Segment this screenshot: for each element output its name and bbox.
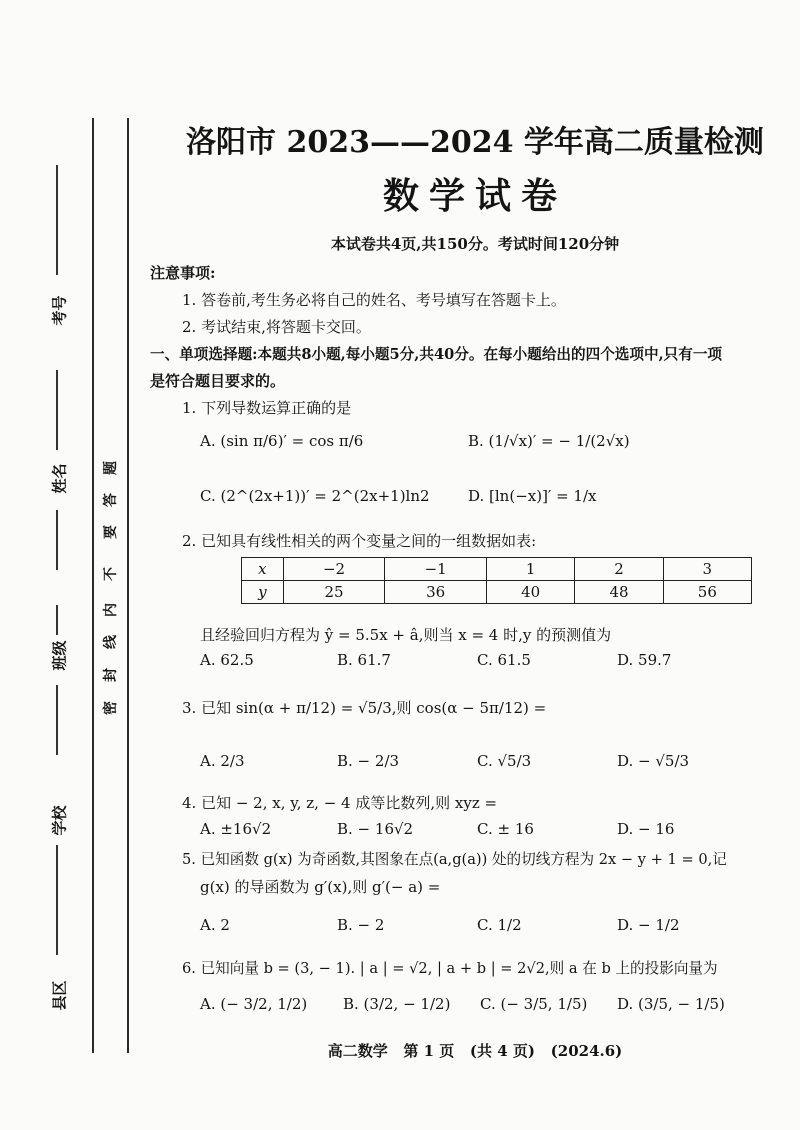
- table-cell: −1: [385, 558, 487, 581]
- notes-item-2: 2. 考试结束,将答题卡交回。: [182, 318, 371, 336]
- table-cell: 36: [385, 581, 487, 604]
- question-2-option-b: B. 61.7: [337, 651, 391, 669]
- name-label: 姓名: [50, 463, 69, 494]
- question-4-option-b: B. − 16√2: [337, 820, 414, 838]
- question-4-option-c: C. ± 16: [477, 820, 534, 838]
- question-1-stem: 1. 下列导数运算正确的是: [182, 399, 352, 417]
- question-5-option-a: A. 2: [200, 916, 230, 934]
- class-label: 班级: [50, 640, 69, 671]
- table-row: [242, 558, 752, 581]
- table-cell: 40: [487, 581, 575, 604]
- table-header-y: y: [242, 581, 284, 604]
- subject-title: 数学试卷: [382, 175, 567, 217]
- question-1-option-a: A. (sin π/6)′ = cos π/6: [200, 432, 364, 450]
- seal-char: 不: [103, 567, 119, 581]
- seal-char: 题: [103, 461, 119, 475]
- exam-info: 本试卷共4页,共150分。考试时间120分钟: [330, 235, 620, 253]
- table-cell: −2: [283, 558, 385, 581]
- school-blank[interactable]: [56, 845, 58, 955]
- exam-no-label: 考号: [50, 295, 69, 326]
- table-cell: 25: [283, 581, 385, 604]
- question-3-stem: 3. 已知 sin(α + π/12) = √5/3,则 cos(α − 5π/12) =: [182, 699, 547, 717]
- question-1-option-c: C. (2^(2x+1))′ = 2^(2x+1)ln2: [200, 487, 430, 505]
- table-row: [242, 581, 752, 604]
- question-5-option-d: D. − 1/2: [617, 916, 680, 934]
- question-1-option-b: B. (1/√x)′ = − 1/(2√x): [468, 432, 630, 450]
- question-2-option-a: A. 62.5: [200, 651, 254, 669]
- seal-char: 要: [103, 525, 119, 539]
- seal-char: 内: [103, 603, 119, 617]
- name-blank[interactable]: [56, 370, 58, 450]
- section-heading: 一、单项选择题:本题共8小题,每小题5分,共40分。在每小题给出的四个选项中,只有一项: [150, 346, 723, 363]
- question-4-option-d: D. − 16: [617, 820, 675, 838]
- table-cell: 48: [575, 581, 663, 604]
- question-1-option-d: D. [ln(−x)]′ = 1/x: [468, 487, 597, 505]
- question-6-option-b: B. (3/2, − 1/2): [343, 995, 451, 1013]
- notes-heading: 注意事项:: [150, 264, 216, 282]
- exam-title: 洛阳市 2023——2024 学年高二质量检测: [186, 125, 764, 160]
- table-cell: 1: [487, 558, 575, 581]
- question-5-option-b: B. − 2: [337, 916, 385, 934]
- margin-rule-right: [127, 118, 129, 1053]
- question-5-stem-cont: g(x) 的导函数为 g′(x),则 g′(− a) =: [200, 878, 441, 896]
- class-blank-lower[interactable]: [56, 685, 58, 755]
- question-3-option-d: D. − √5/3: [617, 752, 690, 770]
- question-6-option-c: C. (− 3/5, 1/5): [480, 995, 588, 1013]
- question-3-option-c: C. √5/3: [477, 752, 532, 770]
- question-6-option-a: A. (− 3/2, 1/2): [200, 995, 308, 1013]
- question-5-stem: 5. 已知函数 g(x) 为奇函数,其图象在点(a,g(a)) 处的切线方程为 2x − y + 1 = 0,记: [182, 851, 727, 868]
- notes-item-1: 1. 答卷前,考生务必将自己的姓名、考号填写在答题卡上。: [182, 291, 566, 309]
- question-2-followup: 且经验回归方程为 ŷ = 5.5x + â,则当 x = 4 时,y 的预测值为: [200, 626, 612, 644]
- question-2-option-c: C. 61.5: [477, 651, 531, 669]
- question-5-option-c: C. 1/2: [477, 916, 522, 934]
- margin-rule-left: [92, 118, 94, 1053]
- question-3-option-b: B. − 2/3: [337, 752, 400, 770]
- question-6-option-d: D. (3/5, − 1/5): [617, 995, 725, 1013]
- exam-no-blank[interactable]: [56, 165, 58, 275]
- name-blank-lower[interactable]: [56, 510, 58, 570]
- question-4-option-a: A. ±16√2: [200, 820, 272, 838]
- seal-char: 线: [103, 635, 119, 649]
- table-cell: 3: [663, 558, 751, 581]
- table-header-x: x: [242, 558, 284, 581]
- table-cell: 2: [575, 558, 663, 581]
- question-2-stem: 2. 已知具有线性相关的两个变量之间的一组数据如表:: [182, 532, 537, 550]
- page-footer: 高二数学 第 1 页 (共 4 页) (2024.6): [327, 1042, 623, 1060]
- question-2-option-d: D. 59.7: [617, 651, 672, 669]
- section-heading-cont: 是符合题目要求的。: [150, 372, 286, 390]
- data-table: [241, 557, 752, 604]
- district-label: 县区: [50, 980, 69, 1011]
- table-cell: 56: [663, 581, 751, 604]
- class-blank[interactable]: [56, 605, 58, 635]
- seal-char: 密: [103, 701, 119, 715]
- school-label: 学校: [50, 805, 69, 836]
- question-3-option-a: A. 2/3: [200, 752, 245, 770]
- seal-char: 答: [103, 493, 119, 507]
- seal-char: 封: [103, 668, 119, 682]
- question-4-stem: 4. 已知 − 2, x, y, z, − 4 成等比数列,则 xyz =: [182, 794, 498, 812]
- question-6-stem: 6. 已知向量 b = (3, − 1). | a | = √2, | a + b | = 2√2,则 a 在 b 上的投影向量为: [182, 960, 718, 977]
